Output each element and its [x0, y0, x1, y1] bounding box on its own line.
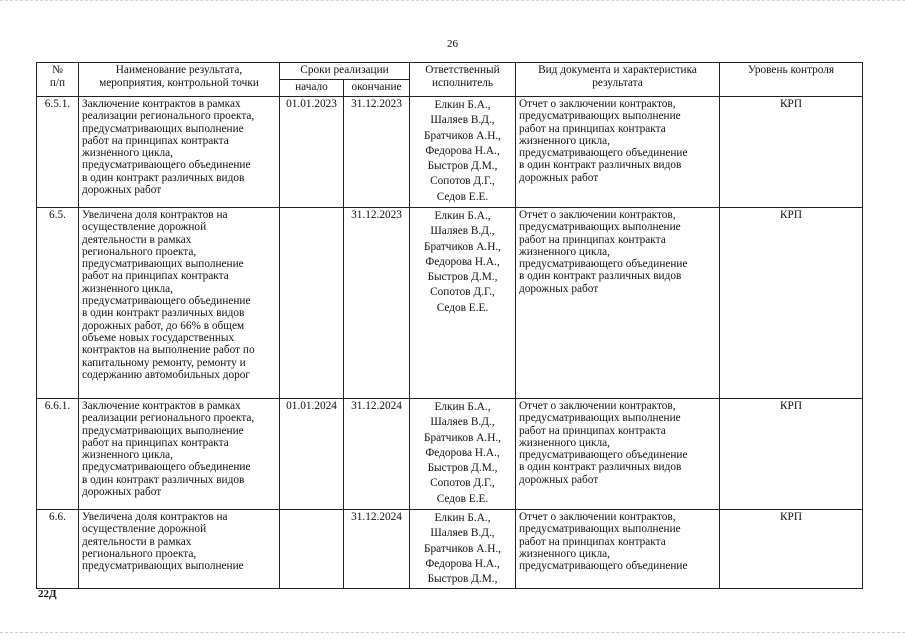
row-end: 31.12.2023 — [344, 97, 410, 208]
footer-code: 22Д — [38, 588, 57, 600]
header-num: № п/п — [37, 63, 79, 97]
header-executor: Ответственный исполнитель — [410, 63, 516, 97]
table-row — [37, 208, 863, 399]
row-end: 31.12.2023 — [344, 208, 410, 399]
header-doc: Вид документа и характеристика результата — [516, 63, 720, 97]
row-start: 01.01.2023 — [280, 97, 344, 208]
scan-edge-top — [0, 0, 905, 7]
row-name: Увеличена доля контрактов на осуществление дорожной деятельности в рамках регионального проекта, предусматривающих выполнение — [79, 510, 280, 589]
row-num: 6.5. — [37, 208, 79, 399]
row-doc: Отчет о заключении контрактов, предусматривающих выполнение работ на принципах контракта жизненного цикла, предусматривающего объединение в один контракт различных видов дорожных работ — [516, 97, 720, 208]
row-executor: Елкин Б.А., Шаляев В.Д., Братчиков А.Н., Федорова Н.А., Быстров Д.М., Сопотов Д.Г., Седов Е.Е. — [410, 97, 516, 208]
row-executor: Елкин Б.А., Шаляев В.Д., Братчиков А.Н., Федорова Н.А., Быстров Д.М., Сопотов Д.Г., Седов Е.Е. — [410, 399, 516, 510]
row-doc: Отчет о заключении контрактов, предусматривающих выполнение работ на принципах контракта жизненного цикла, предусматривающего объединение в один контракт различных видов дорожных работ — [516, 208, 720, 399]
row-num: 6.6.1. — [37, 399, 79, 510]
row-end: 31.12.2024 — [344, 399, 410, 510]
row-level: КРП — [720, 399, 863, 510]
row-doc: Отчет о заключении контрактов, предусматривающих выполнение работ на принципах контракта жизненного цикла, предусматривающего объединение в один контракт различных видов дорожных работ — [516, 399, 720, 510]
row-name: Заключение контрактов в рамках реализации регионального проекта, предусматривающих выполнение работ на принципах контракта жизненного цикла, предусматривающего объединение в один контракт различных видов дорожных работ — [79, 97, 280, 208]
page-number: 26 — [447, 38, 458, 50]
header-period: Сроки реализации — [280, 63, 410, 80]
row-start: 01.01.2024 — [280, 399, 344, 510]
row-level: КРП — [720, 208, 863, 399]
table-row — [37, 97, 863, 208]
row-num: 6.5.1. — [37, 97, 79, 208]
row-level: КРП — [720, 510, 863, 589]
table-row — [37, 510, 863, 589]
row-num: 6.6. — [37, 510, 79, 589]
row-start — [280, 510, 344, 589]
row-level: КРП — [720, 97, 863, 208]
scan-edge-bottom — [0, 632, 905, 634]
row-start — [280, 208, 344, 399]
header-level: Уровень контроля — [720, 63, 863, 97]
row-executor: Елкин Б.А., Шаляев В.Д., Братчиков А.Н., Федорова Н.А., Быстров Д.М., Сопотов Д.Г., Седов Е.Е. — [410, 208, 516, 399]
row-end: 31.12.2024 — [344, 510, 410, 589]
header-end: окончание — [344, 80, 410, 97]
header-start: начало — [280, 80, 344, 97]
row-executor: Елкин Б.А., Шаляев В.Д., Братчиков А.Н., Федорова Н.А., Быстров Д.М., — [410, 510, 516, 589]
row-doc: Отчет о заключении контрактов, предусматривающих выполнение работ на принципах контракта жизненного цикла, предусматривающего объединение — [516, 510, 720, 589]
row-name: Заключение контрактов в рамках реализации регионального проекта, предусматривающих выполнение работ на принципах контракта жизненного цикла, предусматривающего объединение в один контракт различных видов дорожных работ — [79, 399, 280, 510]
table-row — [37, 399, 863, 510]
control-points-table — [36, 62, 863, 589]
row-name: Увеличена доля контрактов на осуществление дорожной деятельности в рамках регионального проекта, предусматривающих выполнение работ на принципах контракта жизненного цикла, предусматривающего объединение в один контракт различных видов дорожных работ, до 66% в общем объеме новых государственных контрактов на выполнение работ по капитальному ремонту, ремонту и содержанию автомобильных дорог — [79, 208, 280, 399]
header-name: Наименование результата, мероприятия, контрольной точки — [79, 63, 280, 97]
